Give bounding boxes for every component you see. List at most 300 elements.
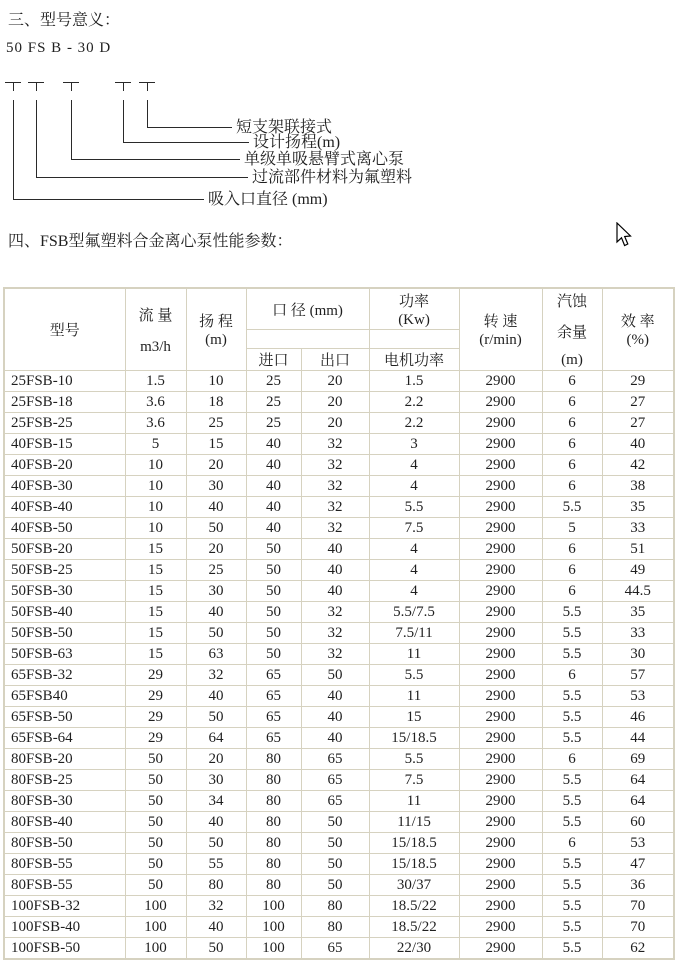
cell-flow: 10 — [125, 455, 186, 476]
cell-flow: 50 — [125, 749, 186, 770]
cell-model: 50FSB-30 — [4, 581, 125, 602]
cell-inlet: 80 — [246, 875, 301, 896]
tick-mark — [139, 82, 155, 91]
cell-model: 50FSB-25 — [4, 560, 125, 581]
cell-model: 100FSB-50 — [4, 938, 125, 960]
cell-motor-power: 15 — [369, 707, 459, 728]
cell-outlet: 50 — [301, 833, 369, 854]
header-spacer — [369, 330, 459, 349]
cell-outlet: 65 — [301, 791, 369, 812]
cell-npsh: 6 — [542, 371, 602, 392]
cell-npsh: 6 — [542, 665, 602, 686]
cell-npsh: 5.5 — [542, 938, 602, 960]
table-row — [4, 770, 674, 791]
cell-efficiency: 33 — [602, 518, 674, 539]
cell-inlet: 50 — [246, 602, 301, 623]
header-spacer — [246, 330, 369, 349]
cell-inlet: 80 — [246, 791, 301, 812]
cell-head: 25 — [186, 413, 246, 434]
cell-speed: 2900 — [459, 728, 542, 749]
cell-inlet: 40 — [246, 455, 301, 476]
cell-outlet: 65 — [301, 770, 369, 791]
cell-speed: 2900 — [459, 602, 542, 623]
cell-head: 25 — [186, 560, 246, 581]
cell-inlet: 80 — [246, 812, 301, 833]
cell-head: 32 — [186, 665, 246, 686]
cell-npsh: 5 — [542, 518, 602, 539]
cell-efficiency: 53 — [602, 833, 674, 854]
cell-speed: 2900 — [459, 665, 542, 686]
table-row — [4, 896, 674, 917]
cell-flow: 50 — [125, 833, 186, 854]
cell-head: 10 — [186, 371, 246, 392]
cell-inlet: 65 — [246, 707, 301, 728]
cell-inlet: 50 — [246, 560, 301, 581]
table-row — [4, 749, 674, 770]
tick-mark — [63, 82, 79, 91]
tick-mark — [28, 82, 44, 91]
diagram-label-material: 过流部件材料为氟塑料 — [252, 169, 413, 186]
diagram-label-bracket-type: 短支架联接式 — [236, 119, 333, 136]
cell-model: 65FSB40 — [4, 686, 125, 707]
cell-npsh: 6 — [542, 413, 602, 434]
section3-title: 三、型号意义： — [8, 12, 121, 29]
cell-flow: 15 — [125, 644, 186, 665]
cell-flow: 29 — [125, 665, 186, 686]
table-row — [4, 455, 674, 476]
cell-head: 30 — [186, 770, 246, 791]
cell-model: 40FSB-50 — [4, 518, 125, 539]
cell-npsh: 5.5 — [542, 728, 602, 749]
tick-mark — [115, 82, 131, 91]
col-header-motor-power: 电机功率 — [369, 349, 459, 371]
table-row — [4, 539, 674, 560]
cell-model: 40FSB-20 — [4, 455, 125, 476]
cell-head: 80 — [186, 875, 246, 896]
cell-npsh: 5.5 — [542, 686, 602, 707]
cell-motor-power: 15/18.5 — [369, 728, 459, 749]
cell-model: 80FSB-50 — [4, 833, 125, 854]
cell-model: 80FSB-30 — [4, 791, 125, 812]
col-header-head: 扬 程 (m) — [186, 288, 246, 371]
connector-line — [13, 100, 14, 199]
connector-line — [147, 127, 232, 128]
cell-flow: 10 — [125, 497, 186, 518]
cell-efficiency: 51 — [602, 539, 674, 560]
cell-inlet: 50 — [246, 539, 301, 560]
cell-speed: 2900 — [459, 560, 542, 581]
connector-line — [36, 177, 248, 178]
col-header-speed: 转 速 (r/min) — [459, 288, 542, 371]
cell-efficiency: 70 — [602, 917, 674, 938]
cell-speed: 2900 — [459, 854, 542, 875]
tick-mark — [5, 82, 21, 91]
cell-model: 80FSB-55 — [4, 875, 125, 896]
table-row — [4, 476, 674, 497]
cell-head: 32 — [186, 896, 246, 917]
cell-model: 50FSB-20 — [4, 539, 125, 560]
cell-flow: 29 — [125, 707, 186, 728]
cell-efficiency: 60 — [602, 812, 674, 833]
cell-motor-power: 11/15 — [369, 812, 459, 833]
cell-efficiency: 62 — [602, 938, 674, 960]
cell-inlet: 50 — [246, 623, 301, 644]
table-row — [4, 833, 674, 854]
table-row — [4, 371, 674, 392]
cell-npsh: 6 — [542, 392, 602, 413]
cell-head: 20 — [186, 455, 246, 476]
cell-motor-power: 18.5/22 — [369, 896, 459, 917]
connector-line — [123, 100, 124, 142]
cell-npsh: 5.5 — [542, 707, 602, 728]
cell-outlet: 40 — [301, 728, 369, 749]
cell-flow: 50 — [125, 875, 186, 896]
cell-flow: 50 — [125, 791, 186, 812]
cell-model: 40FSB-40 — [4, 497, 125, 518]
cell-model: 40FSB-15 — [4, 434, 125, 455]
cell-efficiency: 44 — [602, 728, 674, 749]
cell-flow: 50 — [125, 770, 186, 791]
cell-speed: 2900 — [459, 917, 542, 938]
col-header-power: 功率 (Kw) — [369, 288, 459, 330]
cell-efficiency: 57 — [602, 665, 674, 686]
cell-model: 65FSB-50 — [4, 707, 125, 728]
cell-efficiency: 30 — [602, 644, 674, 665]
cell-motor-power: 30/37 — [369, 875, 459, 896]
table-row — [4, 728, 674, 749]
cell-model: 50FSB-40 — [4, 602, 125, 623]
cell-outlet: 20 — [301, 413, 369, 434]
cell-model: 100FSB-40 — [4, 917, 125, 938]
cell-speed: 2900 — [459, 539, 542, 560]
cell-head: 40 — [186, 812, 246, 833]
cell-npsh: 5.5 — [542, 602, 602, 623]
connector-line — [71, 100, 72, 159]
cell-outlet: 32 — [301, 602, 369, 623]
cell-inlet: 100 — [246, 938, 301, 960]
cell-flow: 5 — [125, 434, 186, 455]
connector-line — [13, 199, 204, 200]
cell-inlet: 100 — [246, 917, 301, 938]
cell-inlet: 40 — [246, 434, 301, 455]
section4-title: 四、FSB型氟塑料合金离心泵性能参数： — [8, 233, 293, 250]
cell-efficiency: 42 — [602, 455, 674, 476]
cell-npsh: 5.5 — [542, 497, 602, 518]
cell-inlet: 40 — [246, 476, 301, 497]
cell-outlet: 40 — [301, 581, 369, 602]
cell-motor-power: 7.5 — [369, 770, 459, 791]
cell-head: 50 — [186, 707, 246, 728]
cell-motor-power: 1.5 — [369, 371, 459, 392]
cell-flow: 1.5 — [125, 371, 186, 392]
cell-motor-power: 3 — [369, 434, 459, 455]
cell-inlet: 65 — [246, 686, 301, 707]
diagram-label-design-head: 设计扬程(m) — [253, 134, 341, 151]
cell-npsh: 5.5 — [542, 623, 602, 644]
cell-speed: 2900 — [459, 812, 542, 833]
cell-outlet: 50 — [301, 875, 369, 896]
cell-npsh: 6 — [542, 434, 602, 455]
cell-motor-power: 5.5 — [369, 665, 459, 686]
cell-efficiency: 33 — [602, 623, 674, 644]
cell-flow: 100 — [125, 917, 186, 938]
table-row — [4, 917, 674, 938]
performance-table — [3, 287, 675, 960]
cell-npsh: 5.5 — [542, 791, 602, 812]
cell-efficiency: 27 — [602, 392, 674, 413]
table-row — [4, 581, 674, 602]
cell-model: 40FSB-30 — [4, 476, 125, 497]
cell-inlet: 25 — [246, 371, 301, 392]
cell-efficiency: 27 — [602, 413, 674, 434]
cell-npsh: 6 — [542, 560, 602, 581]
cell-head: 50 — [186, 833, 246, 854]
cell-outlet: 20 — [301, 371, 369, 392]
cell-outlet: 40 — [301, 707, 369, 728]
cell-head: 50 — [186, 518, 246, 539]
cell-motor-power: 5.5/7.5 — [369, 602, 459, 623]
cell-npsh: 6 — [542, 833, 602, 854]
cell-efficiency: 64 — [602, 770, 674, 791]
cell-speed: 2900 — [459, 707, 542, 728]
col-header-npsh: 汽蚀 余量 (m) — [542, 288, 602, 371]
cell-flow: 15 — [125, 560, 186, 581]
cell-head: 18 — [186, 392, 246, 413]
cell-npsh: 5.5 — [542, 875, 602, 896]
cell-motor-power: 2.2 — [369, 413, 459, 434]
cell-flow: 15 — [125, 623, 186, 644]
table-row — [4, 434, 674, 455]
cell-motor-power: 4 — [369, 455, 459, 476]
cell-npsh: 5.5 — [542, 644, 602, 665]
cell-inlet: 40 — [246, 518, 301, 539]
col-header-diameter: 口 径 (mm) — [246, 288, 369, 330]
cell-motor-power: 4 — [369, 539, 459, 560]
connector-line — [36, 100, 37, 177]
cell-flow: 100 — [125, 938, 186, 960]
cell-efficiency: 38 — [602, 476, 674, 497]
cell-npsh: 5.5 — [542, 917, 602, 938]
table-row — [4, 518, 674, 539]
table-row — [4, 791, 674, 812]
cell-motor-power: 4 — [369, 581, 459, 602]
cell-model: 65FSB-32 — [4, 665, 125, 686]
cell-head: 50 — [186, 938, 246, 960]
cell-model: 80FSB-20 — [4, 749, 125, 770]
cell-motor-power: 5.5 — [369, 749, 459, 770]
cell-efficiency: 53 — [602, 686, 674, 707]
cell-npsh: 5.5 — [542, 854, 602, 875]
cell-npsh: 6 — [542, 539, 602, 560]
cell-flow: 3.6 — [125, 392, 186, 413]
cell-flow: 10 — [125, 518, 186, 539]
cell-motor-power: 15/18.5 — [369, 833, 459, 854]
cell-speed: 2900 — [459, 413, 542, 434]
cell-outlet: 40 — [301, 686, 369, 707]
cell-npsh: 6 — [542, 749, 602, 770]
table-row — [4, 392, 674, 413]
cell-flow: 100 — [125, 896, 186, 917]
cell-speed: 2900 — [459, 497, 542, 518]
cell-efficiency: 35 — [602, 602, 674, 623]
table-row — [4, 623, 674, 644]
col-header-outlet: 出口 — [301, 349, 369, 371]
cell-efficiency: 47 — [602, 854, 674, 875]
cell-speed: 2900 — [459, 791, 542, 812]
table-row — [4, 665, 674, 686]
table-row — [4, 707, 674, 728]
cell-efficiency: 36 — [602, 875, 674, 896]
cell-speed: 2900 — [459, 476, 542, 497]
cell-outlet: 40 — [301, 539, 369, 560]
cell-model: 80FSB-55 — [4, 854, 125, 875]
cell-outlet: 50 — [301, 665, 369, 686]
col-header-inlet: 进口 — [246, 349, 301, 371]
mouse-cursor-icon — [616, 222, 634, 254]
cell-motor-power: 11 — [369, 644, 459, 665]
cell-flow: 3.6 — [125, 413, 186, 434]
cell-outlet: 32 — [301, 497, 369, 518]
cell-inlet: 25 — [246, 413, 301, 434]
table-row — [4, 686, 674, 707]
cell-speed: 2900 — [459, 749, 542, 770]
cell-motor-power: 4 — [369, 560, 459, 581]
cell-inlet: 100 — [246, 896, 301, 917]
cell-head: 30 — [186, 581, 246, 602]
cell-outlet: 32 — [301, 623, 369, 644]
cell-head: 20 — [186, 749, 246, 770]
cell-outlet: 65 — [301, 938, 369, 960]
table-row — [4, 812, 674, 833]
cell-outlet: 65 — [301, 749, 369, 770]
cell-efficiency: 35 — [602, 497, 674, 518]
cell-model: 25FSB-10 — [4, 371, 125, 392]
cell-efficiency: 64 — [602, 791, 674, 812]
cell-npsh: 5.5 — [542, 812, 602, 833]
cell-motor-power: 22/30 — [369, 938, 459, 960]
cell-motor-power: 15/18.5 — [369, 854, 459, 875]
cell-flow: 29 — [125, 728, 186, 749]
cell-speed: 2900 — [459, 833, 542, 854]
cell-head: 40 — [186, 602, 246, 623]
cell-motor-power: 7.5 — [369, 518, 459, 539]
cell-model: 25FSB-18 — [4, 392, 125, 413]
cell-head: 40 — [186, 497, 246, 518]
cell-outlet: 20 — [301, 392, 369, 413]
cell-motor-power: 18.5/22 — [369, 917, 459, 938]
cell-outlet: 32 — [301, 644, 369, 665]
cell-flow: 10 — [125, 476, 186, 497]
cell-model: 50FSB-63 — [4, 644, 125, 665]
cell-flow: 15 — [125, 602, 186, 623]
cell-motor-power: 5.5 — [369, 497, 459, 518]
cell-inlet: 65 — [246, 665, 301, 686]
table-row — [4, 497, 674, 518]
cell-inlet: 80 — [246, 770, 301, 791]
diagram-label-inlet-diameter: 吸入口直径 (mm) — [208, 191, 328, 208]
cell-head: 40 — [186, 686, 246, 707]
cell-speed: 2900 — [459, 644, 542, 665]
cell-flow: 50 — [125, 812, 186, 833]
cell-head: 55 — [186, 854, 246, 875]
cell-efficiency: 70 — [602, 896, 674, 917]
cell-model: 50FSB-50 — [4, 623, 125, 644]
table-row — [4, 413, 674, 434]
cell-inlet: 50 — [246, 581, 301, 602]
cell-model: 65FSB-64 — [4, 728, 125, 749]
cell-flow: 15 — [125, 581, 186, 602]
table-body — [4, 371, 674, 960]
cell-outlet: 40 — [301, 560, 369, 581]
cell-outlet: 80 — [301, 917, 369, 938]
cell-flow: 50 — [125, 854, 186, 875]
cell-efficiency: 49 — [602, 560, 674, 581]
cell-motor-power: 2.2 — [369, 392, 459, 413]
table-row — [4, 938, 674, 960]
table-row — [4, 560, 674, 581]
cell-outlet: 32 — [301, 476, 369, 497]
cell-speed: 2900 — [459, 518, 542, 539]
cell-inlet: 65 — [246, 728, 301, 749]
cell-speed: 2900 — [459, 434, 542, 455]
cell-efficiency: 44.5 — [602, 581, 674, 602]
cell-motor-power: 11 — [369, 791, 459, 812]
cell-npsh: 6 — [542, 455, 602, 476]
cell-motor-power: 7.5/11 — [369, 623, 459, 644]
cell-efficiency: 46 — [602, 707, 674, 728]
cell-efficiency: 69 — [602, 749, 674, 770]
cell-efficiency: 40 — [602, 434, 674, 455]
cell-head: 40 — [186, 917, 246, 938]
cell-head: 64 — [186, 728, 246, 749]
cell-outlet: 50 — [301, 854, 369, 875]
cell-head: 63 — [186, 644, 246, 665]
table-row — [4, 644, 674, 665]
cell-outlet: 32 — [301, 518, 369, 539]
table-row — [4, 854, 674, 875]
cell-outlet: 80 — [301, 896, 369, 917]
cell-inlet: 80 — [246, 833, 301, 854]
cell-speed: 2900 — [459, 623, 542, 644]
connector-line — [147, 100, 148, 127]
cell-speed: 2900 — [459, 392, 542, 413]
cell-efficiency: 29 — [602, 371, 674, 392]
cell-speed: 2900 — [459, 770, 542, 791]
table-row — [4, 602, 674, 623]
cell-inlet: 80 — [246, 749, 301, 770]
cell-model: 25FSB-25 — [4, 413, 125, 434]
cell-motor-power: 4 — [369, 476, 459, 497]
cell-model: 80FSB-25 — [4, 770, 125, 791]
cell-outlet: 32 — [301, 434, 369, 455]
cell-npsh: 5.5 — [542, 770, 602, 791]
cell-inlet: 80 — [246, 854, 301, 875]
cell-head: 20 — [186, 539, 246, 560]
cell-inlet: 25 — [246, 392, 301, 413]
cell-speed: 2900 — [459, 938, 542, 960]
cell-inlet: 40 — [246, 497, 301, 518]
cell-head: 30 — [186, 476, 246, 497]
col-header-flow: 流 量 m3/h — [125, 288, 186, 371]
cell-model: 80FSB-40 — [4, 812, 125, 833]
cell-speed: 2900 — [459, 581, 542, 602]
table-row — [4, 875, 674, 896]
cell-npsh: 6 — [542, 581, 602, 602]
cell-speed: 2900 — [459, 686, 542, 707]
cell-speed: 2900 — [459, 896, 542, 917]
cell-speed: 2900 — [459, 371, 542, 392]
col-header-model: 型号 — [4, 288, 125, 371]
